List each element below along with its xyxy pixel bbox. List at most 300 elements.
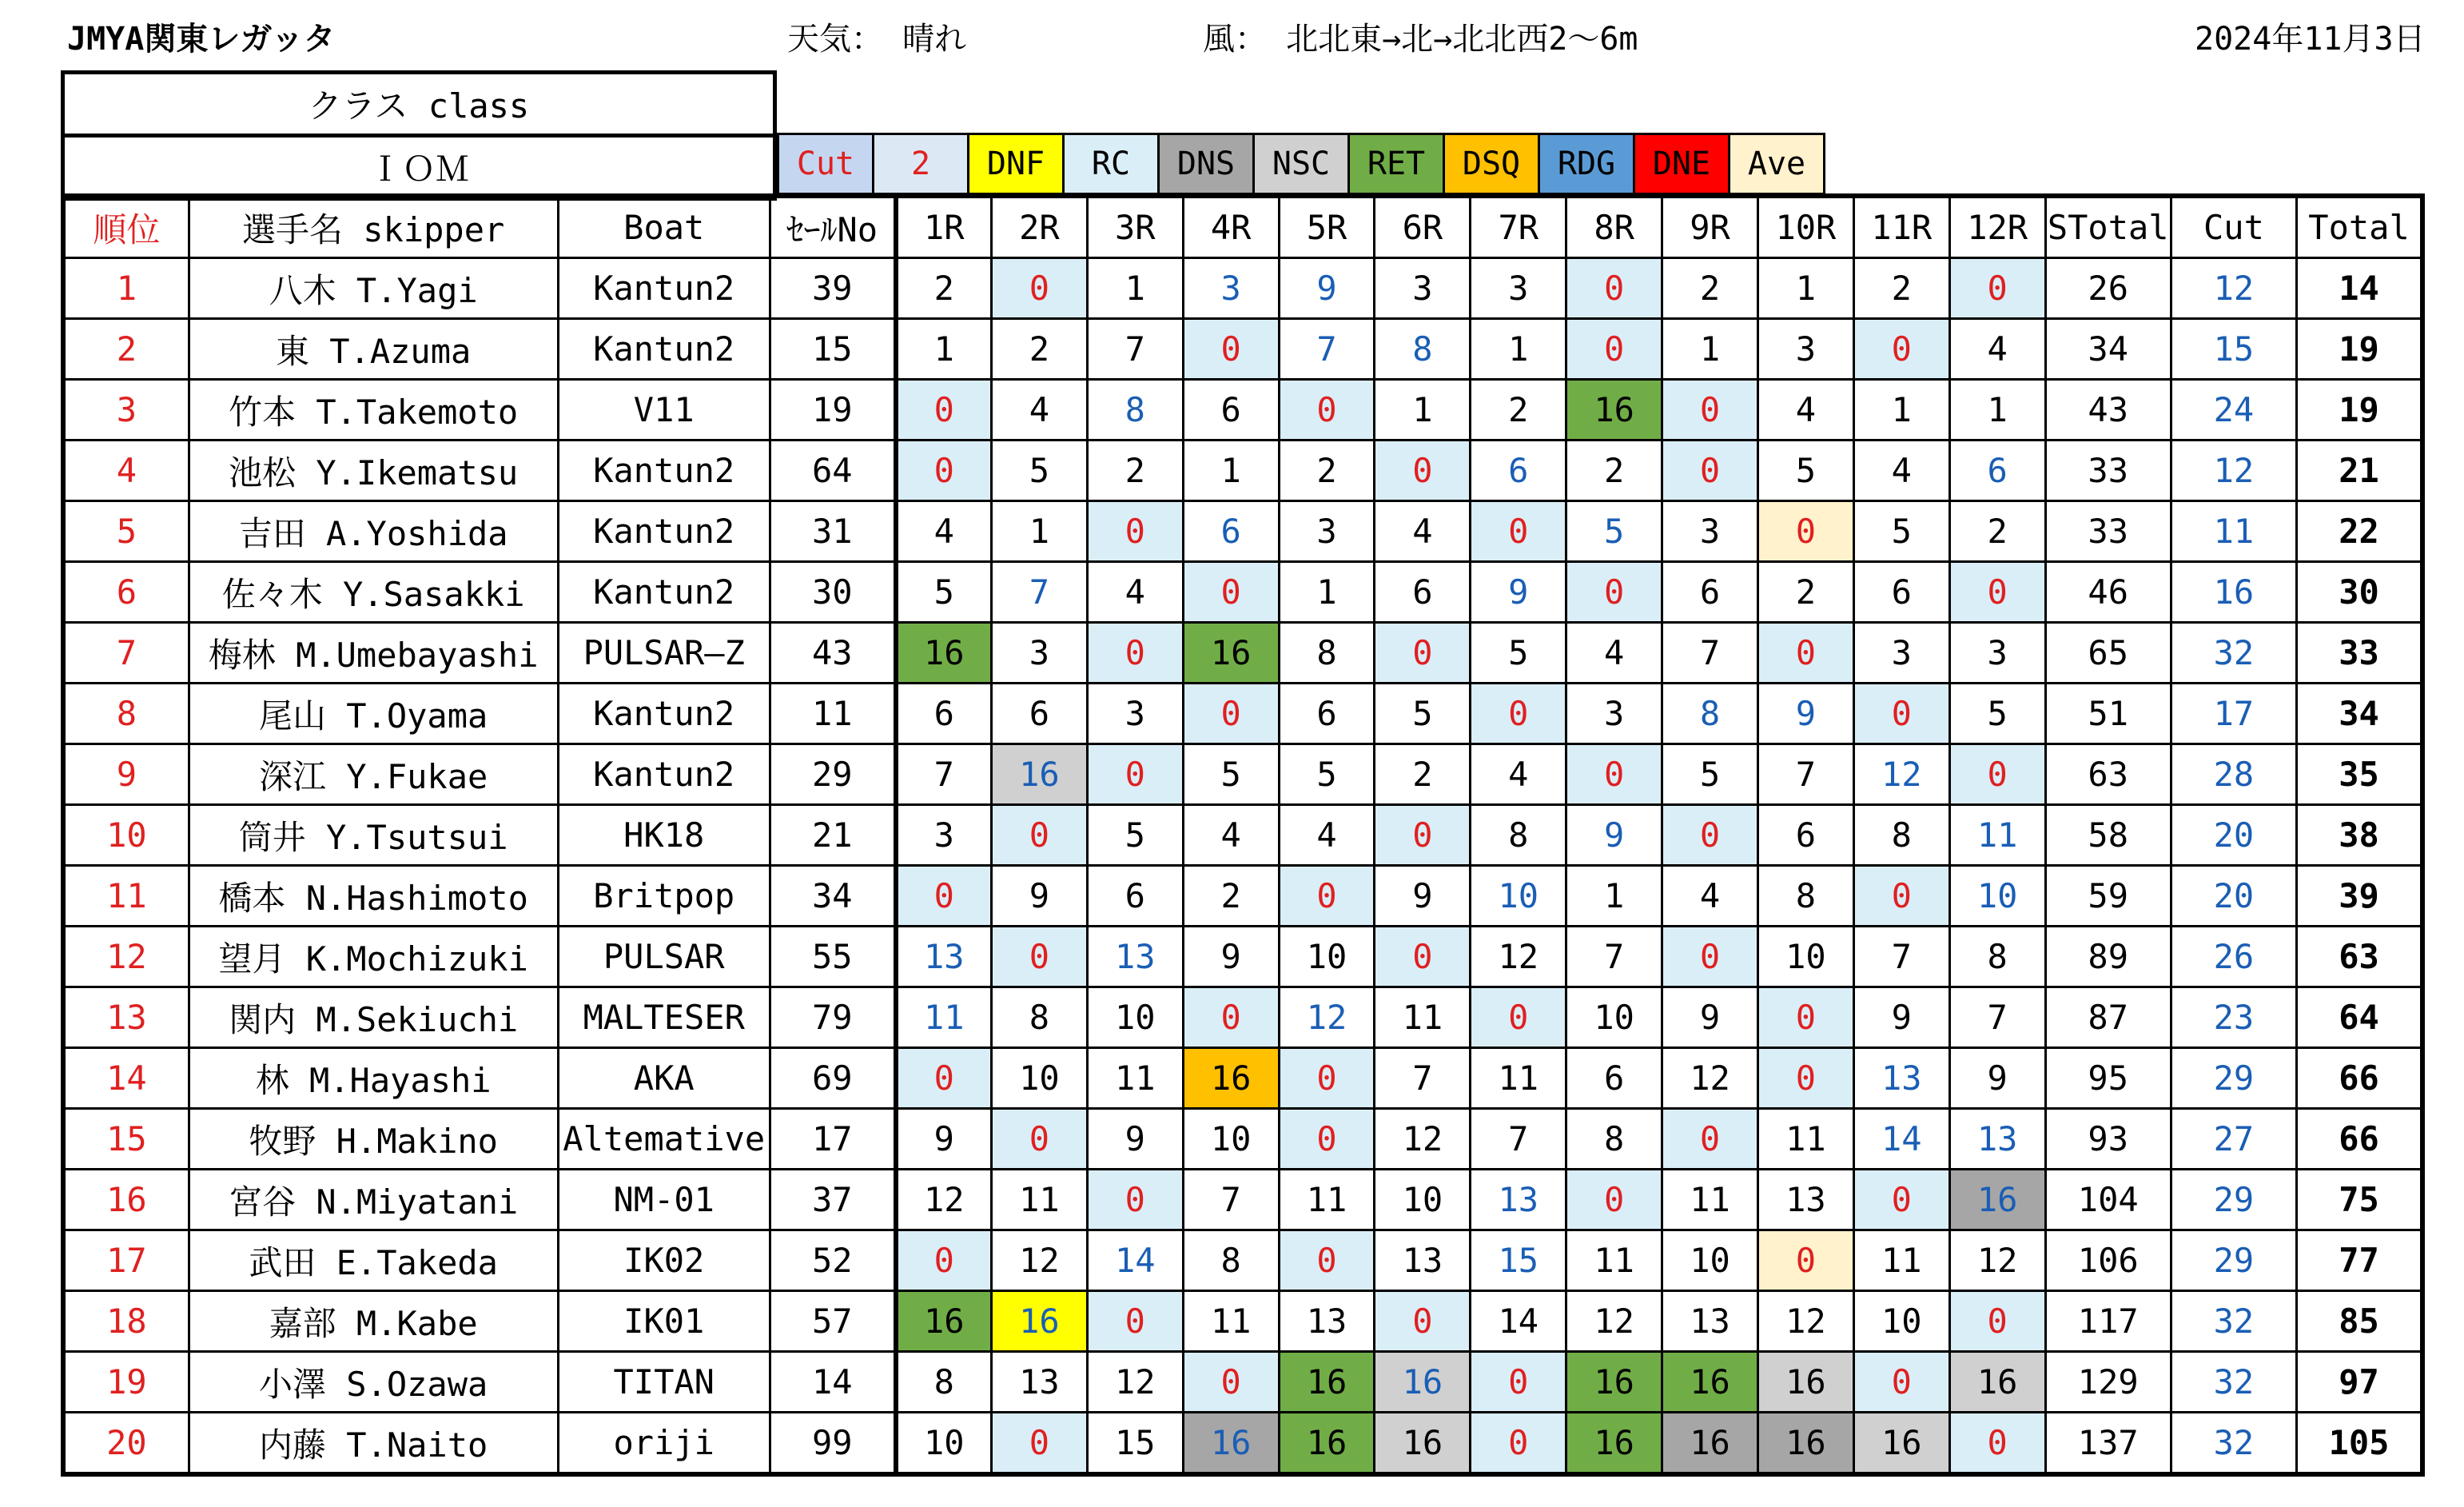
- race-7-cell: 15: [1471, 1230, 1566, 1291]
- legend-ave: Ave: [1730, 134, 1825, 194]
- race-8-cell: 0: [1566, 258, 1662, 319]
- boat-cell: TITAN: [558, 1352, 770, 1413]
- sail-no-cell: 19: [770, 380, 895, 441]
- table-row: [63, 987, 2422, 1048]
- table-row: [63, 684, 2422, 744]
- race-8-cell: 1: [1566, 866, 1662, 927]
- race-4-cell: 2: [1183, 866, 1279, 927]
- race-12-cell: 6: [1949, 441, 2045, 501]
- race-7-cell: 6: [1471, 441, 1566, 501]
- total-cell: 66: [2297, 1048, 2422, 1109]
- cut-cell: 20: [2171, 866, 2296, 927]
- skipper-cell: 望月 K.Mochizuki: [189, 927, 558, 987]
- race-5-cell: 16: [1279, 1413, 1375, 1475]
- stotal-cell: 89: [2045, 927, 2171, 987]
- total-cell: 97: [2297, 1352, 2422, 1413]
- race-10-cell: 6: [1757, 805, 1853, 866]
- race-11-cell: 2: [1853, 258, 1949, 319]
- race-4-cell: 16: [1183, 623, 1279, 684]
- race-8-cell: 12: [1566, 1291, 1662, 1352]
- race-10-cell: 16: [1757, 1413, 1853, 1475]
- race-8-cell: 0: [1566, 1170, 1662, 1230]
- race-5-cell: 9: [1279, 258, 1375, 319]
- legend-rdg: RDG: [1539, 134, 1634, 194]
- skipper-cell: 小澤 S.Ozawa: [189, 1352, 558, 1413]
- legend-dne: DNE: [1634, 134, 1730, 194]
- race-11-cell: 8: [1853, 805, 1949, 866]
- col-race-9: 9R: [1662, 196, 1758, 258]
- boat-cell: Britpop: [558, 866, 770, 927]
- race-12-cell: 8: [1949, 927, 2045, 987]
- col-total: Total: [2297, 196, 2422, 258]
- race-2-cell: 3: [991, 623, 1087, 684]
- race-7-cell: 0: [1471, 684, 1566, 744]
- race-4-cell: 7: [1183, 1170, 1279, 1230]
- race-9-cell: 12: [1662, 1048, 1758, 1109]
- race-11-cell: 3: [1853, 623, 1949, 684]
- race-5-cell: 13: [1279, 1291, 1375, 1352]
- race-7-cell: 2: [1471, 380, 1566, 441]
- race-12-cell: 4: [1949, 319, 2045, 380]
- stotal-cell: 65: [2045, 623, 2171, 684]
- race-6-cell: 11: [1375, 987, 1471, 1048]
- race-8-cell: 16: [1566, 1413, 1662, 1475]
- race-2-cell: 2: [991, 319, 1087, 380]
- cut-cell: 23: [2171, 987, 2296, 1048]
- race-6-cell: 9: [1375, 866, 1471, 927]
- race-12-cell: 12: [1949, 1230, 2045, 1291]
- race-12-cell: 5: [1949, 684, 2045, 744]
- skipper-cell: 梅林 M.Umebayashi: [189, 623, 558, 684]
- total-cell: 19: [2297, 380, 2422, 441]
- cut-cell: 32: [2171, 1352, 2296, 1413]
- col-race-1: 1R: [896, 196, 992, 258]
- race-7-cell: 5: [1471, 623, 1566, 684]
- table-row: [63, 1109, 2422, 1170]
- race-1-cell: 9: [896, 1109, 992, 1170]
- race-11-cell: 6: [1853, 562, 1949, 623]
- table-row: [63, 1291, 2422, 1352]
- skipper-cell: 深江 Y.Fukae: [189, 744, 558, 805]
- skipper-cell: 橋本 N.Hashimoto: [189, 866, 558, 927]
- race-6-cell: 0: [1375, 1291, 1471, 1352]
- race-4-cell: 6: [1183, 380, 1279, 441]
- legend-cut: Cut: [778, 134, 874, 194]
- boat-cell: IK01: [558, 1291, 770, 1352]
- table-row: [63, 1413, 2422, 1475]
- race-12-cell: 0: [1949, 258, 2045, 319]
- race-9-cell: 5: [1662, 744, 1758, 805]
- legend-dnf: DNF: [969, 134, 1064, 194]
- col-race-3: 3R: [1087, 196, 1183, 258]
- race-1-cell: 0: [896, 866, 992, 927]
- col-race-6: 6R: [1375, 196, 1471, 258]
- race-10-cell: 0: [1757, 501, 1853, 562]
- race-3-cell: 1: [1087, 258, 1183, 319]
- race-5-cell: 0: [1279, 1109, 1375, 1170]
- race-3-cell: 0: [1087, 1291, 1183, 1352]
- boat-cell: NM-01: [558, 1170, 770, 1230]
- boat-cell: Kantun2: [558, 501, 770, 562]
- race-6-cell: 0: [1375, 805, 1471, 866]
- race-3-cell: 14: [1087, 1230, 1183, 1291]
- race-9-cell: 13: [1662, 1291, 1758, 1352]
- boat-cell: Kantun2: [558, 258, 770, 319]
- col-race-4: 4R: [1183, 196, 1279, 258]
- total-cell: 30: [2297, 562, 2422, 623]
- sail-no-cell: 31: [770, 501, 895, 562]
- race-8-cell: 10: [1566, 987, 1662, 1048]
- total-cell: 85: [2297, 1291, 2422, 1352]
- race-6-cell: 0: [1375, 927, 1471, 987]
- col-rank: 順位: [63, 196, 189, 258]
- race-5-cell: 0: [1279, 1048, 1375, 1109]
- event-date: 2024年11月3日: [2195, 21, 2426, 58]
- stotal-cell: 129: [2045, 1352, 2171, 1413]
- cut-cell: 32: [2171, 1413, 2296, 1475]
- total-cell: 64: [2297, 987, 2422, 1048]
- cut-cell: 17: [2171, 684, 2296, 744]
- race-6-cell: 16: [1375, 1413, 1471, 1475]
- stotal-cell: 33: [2045, 441, 2171, 501]
- race-6-cell: 4: [1375, 501, 1471, 562]
- race-3-cell: 0: [1087, 1170, 1183, 1230]
- rank-cell: 7: [63, 623, 189, 684]
- race-2-cell: 0: [991, 258, 1087, 319]
- race-7-cell: 3: [1471, 258, 1566, 319]
- sail-no-cell: 99: [770, 1413, 895, 1475]
- sail-no-cell: 15: [770, 319, 895, 380]
- sail-no-cell: 37: [770, 1170, 895, 1230]
- skipper-cell: 嘉部 M.Kabe: [189, 1291, 558, 1352]
- race-6-cell: 7: [1375, 1048, 1471, 1109]
- rank-cell: 3: [63, 380, 189, 441]
- race-9-cell: 0: [1662, 805, 1758, 866]
- race-10-cell: 11: [1757, 1109, 1853, 1170]
- race-3-cell: 6: [1087, 866, 1183, 927]
- race-9-cell: 1: [1662, 319, 1758, 380]
- cut-cell: 12: [2171, 258, 2296, 319]
- race-9-cell: 16: [1662, 1352, 1758, 1413]
- race-7-cell: 11: [1471, 1048, 1566, 1109]
- race-7-cell: 10: [1471, 866, 1566, 927]
- cut-cell: 32: [2171, 623, 2296, 684]
- boat-cell: PULSAR―Z: [558, 623, 770, 684]
- race-9-cell: 11: [1662, 1170, 1758, 1230]
- race-2-cell: 0: [991, 927, 1087, 987]
- race-4-cell: 9: [1183, 927, 1279, 987]
- race-12-cell: 1: [1949, 380, 2045, 441]
- sail-no-cell: 21: [770, 805, 895, 866]
- race-9-cell: 10: [1662, 1230, 1758, 1291]
- race-2-cell: 0: [991, 805, 1087, 866]
- class-value: ＩＯＭ: [63, 136, 775, 199]
- race-2-cell: 0: [991, 1109, 1087, 1170]
- race-6-cell: 3: [1375, 258, 1471, 319]
- race-7-cell: 7: [1471, 1109, 1566, 1170]
- race-1-cell: 12: [896, 1170, 992, 1230]
- race-5-cell: 6: [1279, 684, 1375, 744]
- race-4-cell: 6: [1183, 501, 1279, 562]
- race-9-cell: 7: [1662, 623, 1758, 684]
- race-6-cell: 0: [1375, 441, 1471, 501]
- race-7-cell: 1: [1471, 319, 1566, 380]
- race-2-cell: 7: [991, 562, 1087, 623]
- race-3-cell: 13: [1087, 927, 1183, 987]
- race-1-cell: 10: [896, 1413, 992, 1475]
- table-row: [63, 866, 2422, 927]
- race-5-cell: 0: [1279, 866, 1375, 927]
- race-4-cell: 5: [1183, 744, 1279, 805]
- cut-cell: 29: [2171, 1170, 2296, 1230]
- col-race-2: 2R: [991, 196, 1087, 258]
- boat-cell: IK02: [558, 1230, 770, 1291]
- sail-no-cell: 34: [770, 866, 895, 927]
- race-5-cell: 11: [1279, 1170, 1375, 1230]
- race-2-cell: 1: [991, 501, 1087, 562]
- race-9-cell: 3: [1662, 501, 1758, 562]
- col-race-12: 12R: [1949, 196, 2045, 258]
- stotal-cell: 87: [2045, 987, 2171, 1048]
- race-11-cell: 0: [1853, 684, 1949, 744]
- race-5-cell: 0: [1279, 1230, 1375, 1291]
- race-10-cell: 9: [1757, 684, 1853, 744]
- boat-cell: Altemative: [558, 1109, 770, 1170]
- race-9-cell: 0: [1662, 441, 1758, 501]
- race-11-cell: 0: [1853, 1352, 1949, 1413]
- race-2-cell: 8: [991, 987, 1087, 1048]
- race-8-cell: 0: [1566, 562, 1662, 623]
- stotal-cell: 63: [2045, 744, 2171, 805]
- race-10-cell: 7: [1757, 744, 1853, 805]
- skipper-cell: 東 T.Azuma: [189, 319, 558, 380]
- rank-cell: 6: [63, 562, 189, 623]
- race-11-cell: 13: [1853, 1048, 1949, 1109]
- race-5-cell: 12: [1279, 987, 1375, 1048]
- table-row: [63, 441, 2422, 501]
- cut-cell: 24: [2171, 380, 2296, 441]
- stotal-cell: 117: [2045, 1291, 2171, 1352]
- rank-cell: 18: [63, 1291, 189, 1352]
- col-race-5: 5R: [1279, 196, 1375, 258]
- race-6-cell: 1: [1375, 380, 1471, 441]
- race-10-cell: 8: [1757, 866, 1853, 927]
- boat-cell: oriji: [558, 1413, 770, 1475]
- race-3-cell: 0: [1087, 623, 1183, 684]
- race-11-cell: 10: [1853, 1291, 1949, 1352]
- sail-no-cell: 69: [770, 1048, 895, 1109]
- race-11-cell: 14: [1853, 1109, 1949, 1170]
- race-11-cell: 7: [1853, 927, 1949, 987]
- race-5-cell: 1: [1279, 562, 1375, 623]
- race-3-cell: 5: [1087, 805, 1183, 866]
- sail-no-cell: 30: [770, 562, 895, 623]
- race-10-cell: 5: [1757, 441, 1853, 501]
- sail-no-cell: 39: [770, 258, 895, 319]
- race-4-cell: 16: [1183, 1413, 1279, 1475]
- race-3-cell: 11: [1087, 1048, 1183, 1109]
- skipper-cell: 八木 T.Yagi: [189, 258, 558, 319]
- table-row: [63, 380, 2422, 441]
- rank-cell: 17: [63, 1230, 189, 1291]
- race-4-cell: 3: [1183, 258, 1279, 319]
- race-10-cell: 0: [1757, 623, 1853, 684]
- boat-cell: V11: [558, 380, 770, 441]
- skipper-cell: 尾山 T.Oyama: [189, 684, 558, 744]
- race-12-cell: 2: [1949, 501, 2045, 562]
- skipper-cell: 竹本 T.Takemoto: [189, 380, 558, 441]
- race-1-cell: 0: [896, 1230, 992, 1291]
- legend-ret: RET: [1349, 134, 1444, 194]
- sail-no-cell: 43: [770, 623, 895, 684]
- race-6-cell: 5: [1375, 684, 1471, 744]
- race-12-cell: 0: [1949, 1291, 2045, 1352]
- race-12-cell: 0: [1949, 562, 2045, 623]
- race-3-cell: 7: [1087, 319, 1183, 380]
- legend-2: 2: [874, 134, 969, 194]
- race-1-cell: 0: [896, 441, 992, 501]
- race-2-cell: 6: [991, 684, 1087, 744]
- race-10-cell: 10: [1757, 927, 1853, 987]
- race-5-cell: 5: [1279, 744, 1375, 805]
- sail-no-cell: 29: [770, 744, 895, 805]
- race-1-cell: 0: [896, 1048, 992, 1109]
- race-5-cell: 0: [1279, 380, 1375, 441]
- color-legend: [777, 133, 1825, 195]
- race-3-cell: 2: [1087, 441, 1183, 501]
- table-row: [63, 1230, 2422, 1291]
- col-skipper: 選手名 skipper: [189, 196, 558, 258]
- sail-no-cell: 14: [770, 1352, 895, 1413]
- race-1-cell: 2: [896, 258, 992, 319]
- race-4-cell: 0: [1183, 1352, 1279, 1413]
- boat-cell: Kantun2: [558, 319, 770, 380]
- race-8-cell: 6: [1566, 1048, 1662, 1109]
- race-6-cell: 8: [1375, 319, 1471, 380]
- race-10-cell: 0: [1757, 987, 1853, 1048]
- race-1-cell: 8: [896, 1352, 992, 1413]
- race-11-cell: 11: [1853, 1230, 1949, 1291]
- header-row: [63, 196, 2422, 258]
- stotal-cell: 43: [2045, 380, 2171, 441]
- total-cell: 19: [2297, 319, 2422, 380]
- race-8-cell: 7: [1566, 927, 1662, 987]
- race-10-cell: 3: [1757, 319, 1853, 380]
- table-row: [63, 623, 2422, 684]
- total-cell: 14: [2297, 258, 2422, 319]
- race-1-cell: 4: [896, 501, 992, 562]
- skipper-cell: 武田 E.Takeda: [189, 1230, 558, 1291]
- stotal-cell: 34: [2045, 319, 2171, 380]
- race-8-cell: 3: [1566, 684, 1662, 744]
- race-6-cell: 2: [1375, 744, 1471, 805]
- table-row: [63, 501, 2422, 562]
- race-3-cell: 12: [1087, 1352, 1183, 1413]
- race-4-cell: 0: [1183, 987, 1279, 1048]
- race-6-cell: 10: [1375, 1170, 1471, 1230]
- weather-text: 天気： 晴れ: [787, 21, 967, 58]
- race-3-cell: 10: [1087, 987, 1183, 1048]
- race-10-cell: 1: [1757, 258, 1853, 319]
- race-10-cell: 0: [1757, 1048, 1853, 1109]
- race-2-cell: 10: [991, 1048, 1087, 1109]
- sail-no-cell: 11: [770, 684, 895, 744]
- race-4-cell: 4: [1183, 805, 1279, 866]
- rank-cell: 10: [63, 805, 189, 866]
- rank-cell: 14: [63, 1048, 189, 1109]
- race-3-cell: 0: [1087, 744, 1183, 805]
- sail-no-cell: 52: [770, 1230, 895, 1291]
- rank-cell: 5: [63, 501, 189, 562]
- race-10-cell: 16: [1757, 1352, 1853, 1413]
- total-cell: 39: [2297, 866, 2422, 927]
- class-label: クラス class: [63, 73, 775, 136]
- race-1-cell: 5: [896, 562, 992, 623]
- race-4-cell: 0: [1183, 684, 1279, 744]
- stotal-cell: 137: [2045, 1413, 2171, 1475]
- race-2-cell: 16: [991, 744, 1087, 805]
- stotal-cell: 26: [2045, 258, 2171, 319]
- results-table: [61, 193, 2425, 1477]
- rank-cell: 1: [63, 258, 189, 319]
- total-cell: 105: [2297, 1413, 2422, 1475]
- boat-cell: AKA: [558, 1048, 770, 1109]
- race-2-cell: 0: [991, 1413, 1087, 1475]
- race-12-cell: 16: [1949, 1170, 2045, 1230]
- race-11-cell: 12: [1853, 744, 1949, 805]
- col-race-10: 10R: [1757, 196, 1853, 258]
- race-8-cell: 4: [1566, 623, 1662, 684]
- table-row: [63, 562, 2422, 623]
- race-2-cell: 11: [991, 1170, 1087, 1230]
- race-3-cell: 15: [1087, 1413, 1183, 1475]
- sail-no-cell: 64: [770, 441, 895, 501]
- race-8-cell: 9: [1566, 805, 1662, 866]
- total-cell: 21: [2297, 441, 2422, 501]
- race-6-cell: 12: [1375, 1109, 1471, 1170]
- sail-no-cell: 17: [770, 1109, 895, 1170]
- boat-cell: Kantun2: [558, 684, 770, 744]
- boat-cell: MALTESER: [558, 987, 770, 1048]
- race-7-cell: 0: [1471, 501, 1566, 562]
- stotal-cell: 33: [2045, 501, 2171, 562]
- cut-cell: 26: [2171, 927, 2296, 987]
- race-1-cell: 7: [896, 744, 992, 805]
- skipper-cell: 林 M.Hayashi: [189, 1048, 558, 1109]
- race-6-cell: 16: [1375, 1352, 1471, 1413]
- skipper-cell: 池松 Y.Ikematsu: [189, 441, 558, 501]
- col-boat: Boat: [558, 196, 770, 258]
- race-3-cell: 9: [1087, 1109, 1183, 1170]
- rank-cell: 12: [63, 927, 189, 987]
- regatta-title: JMYA関東レガッタ: [67, 21, 336, 58]
- rank-cell: 13: [63, 987, 189, 1048]
- race-6-cell: 6: [1375, 562, 1471, 623]
- race-12-cell: 16: [1949, 1352, 2045, 1413]
- race-11-cell: 4: [1853, 441, 1949, 501]
- race-10-cell: 2: [1757, 562, 1853, 623]
- total-cell: 22: [2297, 501, 2422, 562]
- legend-nsc: NSC: [1254, 134, 1349, 194]
- stotal-cell: 104: [2045, 1170, 2171, 1230]
- race-7-cell: 9: [1471, 562, 1566, 623]
- race-1-cell: 13: [896, 927, 992, 987]
- total-cell: 77: [2297, 1230, 2422, 1291]
- col-cut: Cut: [2171, 196, 2296, 258]
- total-cell: 38: [2297, 805, 2422, 866]
- cut-cell: 16: [2171, 562, 2296, 623]
- rank-cell: 16: [63, 1170, 189, 1230]
